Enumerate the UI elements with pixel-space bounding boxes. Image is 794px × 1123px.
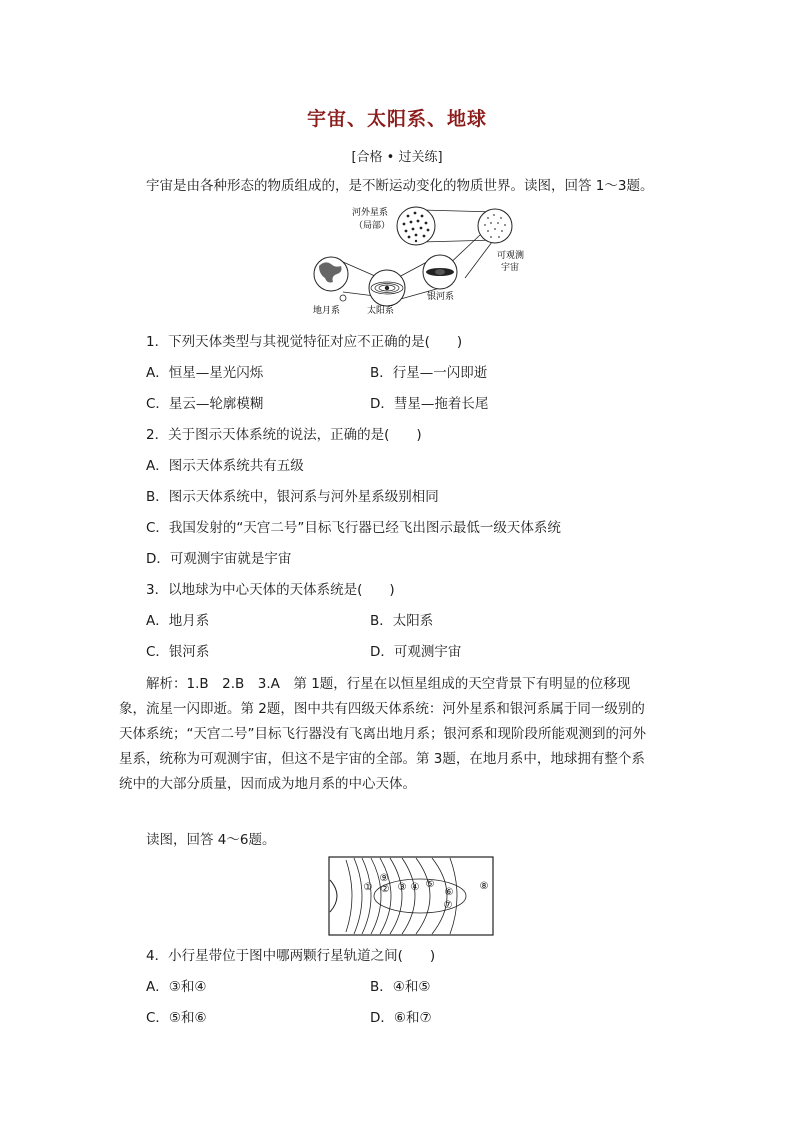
intro-text-2: 读图，回答 4～6题。 [146,832,276,848]
planet-label-7: ⑦ [443,900,453,911]
planet-label-8: ⑧ [479,881,489,892]
intro-text-1: 宇宙是由各种形态的物质组成的，是不断运动变化的物质世界。读图，回答 1～3题。 [146,178,654,194]
label-earth-moon: 地月系 [313,306,341,316]
planet-label-2: ② [380,884,390,895]
q3-option-c: C．银河系 [146,644,210,660]
solar-system-orbits-figure [328,856,494,936]
q1-option-a: A．恒星—星光闪烁 [146,365,264,381]
celestial-systems-figure [305,200,525,320]
planet-label-4: ④ [410,882,420,893]
q1-option-c: C．星云—轮廓模糊 [146,396,264,412]
q4-option-b: B．④和⑤ [370,979,431,995]
q3-option-d: D．可观测宇宙 [370,644,462,660]
q1-option-d: D．彗星—拖着长尾 [370,396,489,412]
q2-option-c: C．我国发射的“天宫二号”目标飞行器已经飞出图示最低一级天体系统 [146,520,561,536]
q2-option-a: A．图示天体系统共有五级 [146,458,304,474]
q3-option-b: B．太阳系 [370,613,434,629]
planet-label-6: ⑥ [444,887,454,898]
q4-stem: 4．小行星带位于图中哪两颗行星轨道之间( ) [146,948,436,964]
planet-label-9: ⑨ [379,873,389,884]
analysis-paragraph: 解析：1.B 2.B 3.A 第 1题，行星在以恒星组成的天空背景下有明显的位移现象，流星一闪即逝。第 2题，图中共有四级天体系统：河外星系和银河系属于同一级别的天体系统；“天宫二号”目标飞行器没有飞离出地月系；银河系和现阶段所能观测到的河外星系，统称为可观测宇宙，但这不是宇宙的全部。第 3题，在地月系中，地球拥有整个系统中的大部分质量，因而成为地月系的中心天体。 [119,676,646,792]
q4-option-c: C．⑤和⑥ [146,1010,207,1026]
q3-option-a: A．地月系 [146,613,210,629]
q3-stem: 3．以地球为中心天体的天体系统是( ) [146,582,395,598]
q2-option-b: B．图示天体系统中，银河系与河外星系级别相同 [146,489,439,505]
planet-label-1: ① [363,882,373,893]
label-observable-1: 可观测 [497,251,525,261]
label-hewai-xingxi: 河外星系 [352,208,389,218]
label-observable-2: 宇宙 [501,263,520,273]
q1-option-b: B．行星—一闪即逝 [370,365,488,381]
q4-option-d: D．⑥和⑦ [370,1010,432,1026]
label-hewai-local: （局部） [354,221,391,231]
planet-label-3: ③ [397,882,407,893]
q2-stem: 2．关于图示天体系统的说法，正确的是( ) [146,427,422,443]
section-subtitle: [合格 • 过关练] [351,150,443,165]
q2-option-d: D．可观测宇宙就是宇宙 [146,551,292,567]
label-milky-way: 银河系 [427,292,455,302]
label-solar-system: 太阳系 [367,306,395,316]
q4-option-a: A．③和④ [146,979,207,995]
q1-stem: 1．下列天体类型与其视觉特征对应不正确的是( ) [146,334,463,350]
planet-label-5: ⑤ [425,879,435,890]
page-title: 宇宙、太阳系、地球 [306,108,487,130]
